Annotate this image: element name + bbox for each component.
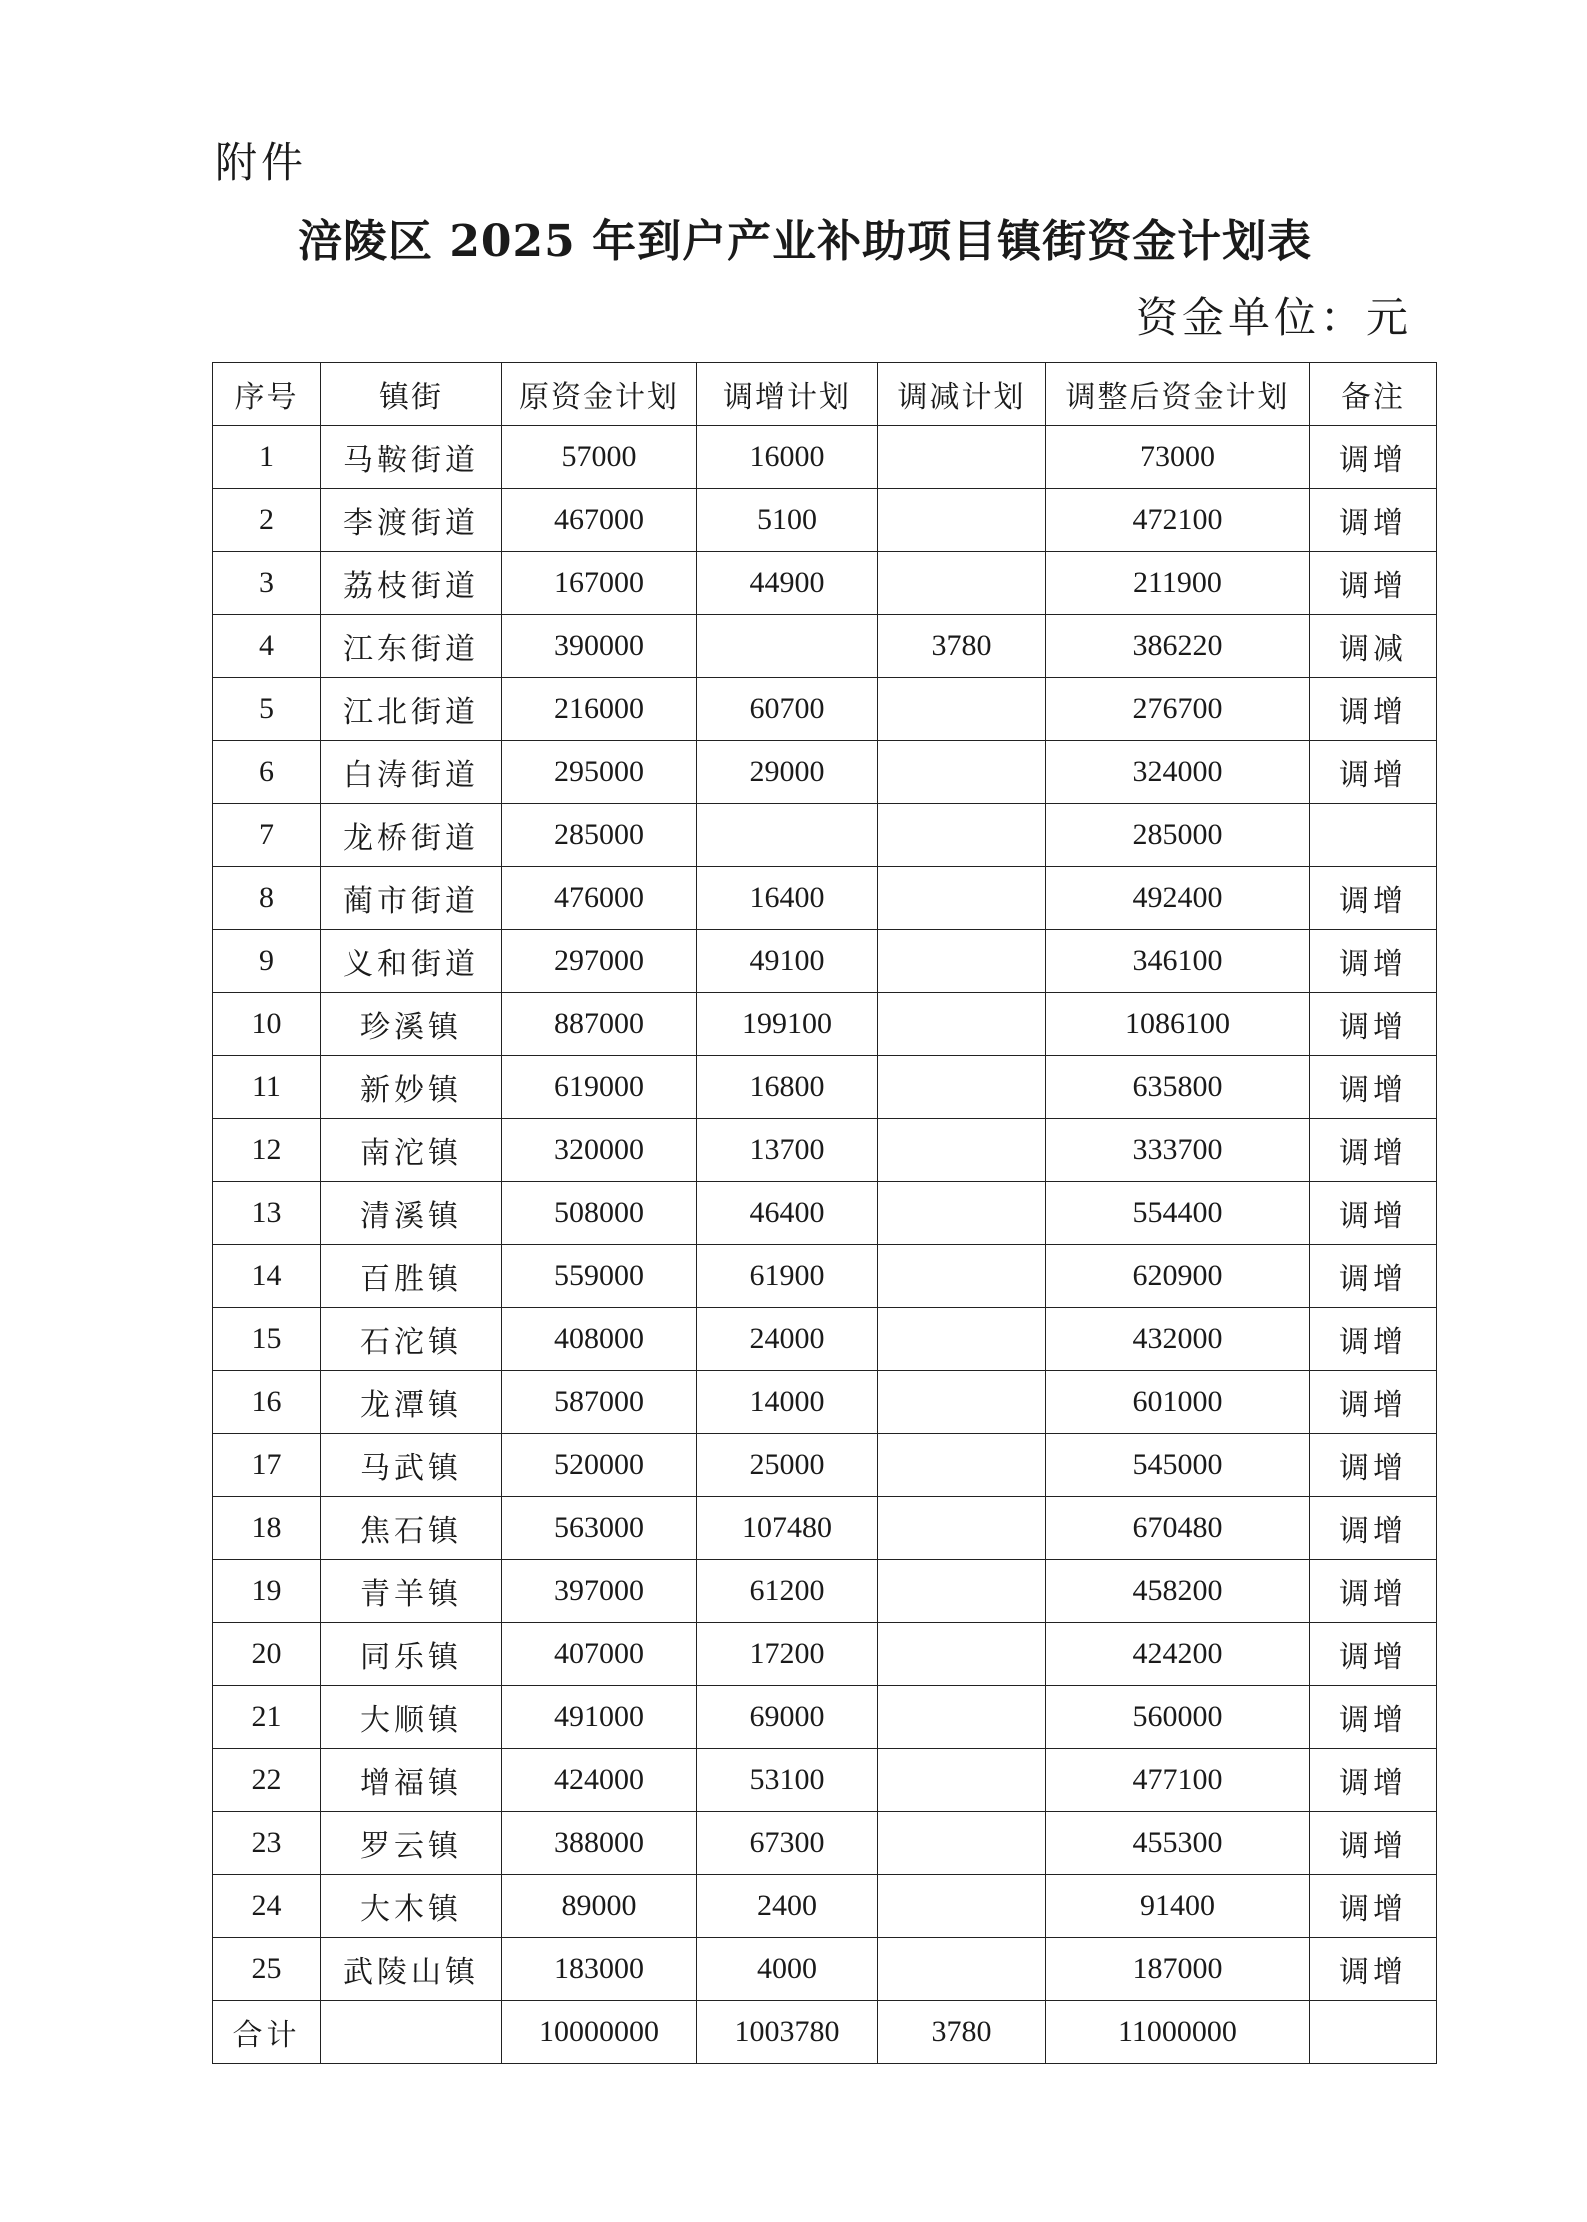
cell-town: 李渡街道: [321, 489, 502, 552]
cell-town: 武陵山镇: [321, 1938, 502, 2001]
cell-seq: 12: [213, 1119, 321, 1182]
cell-original-plan: 520000: [502, 1434, 697, 1497]
cell-town: 马鞍街道: [321, 426, 502, 489]
fund-plan-table: [212, 362, 1437, 2064]
cell-adjusted-plan: 324000: [1046, 741, 1310, 804]
cell-decrease-plan: [878, 1623, 1046, 1686]
cell-decrease-plan: [878, 1749, 1046, 1812]
cell-original-plan: 390000: [502, 615, 697, 678]
cell-remark: [1310, 2001, 1437, 2064]
cell-increase-plan: 1003780: [697, 2001, 878, 2064]
cell-remark: 调增: [1310, 489, 1437, 552]
document-title: 涪陵区 2025 年到户产业补助项目镇街资金计划表: [298, 216, 1313, 267]
cell-adjusted-plan: 333700: [1046, 1119, 1310, 1182]
cell-town: 百胜镇: [321, 1245, 502, 1308]
cell-adjusted-plan: 346100: [1046, 930, 1310, 993]
table-row: [213, 678, 1437, 741]
cell-decrease-plan: 3780: [878, 615, 1046, 678]
cell-town: [321, 2001, 502, 2064]
table-row: [213, 1497, 1437, 1560]
table-row: [213, 1686, 1437, 1749]
cell-original-plan: 89000: [502, 1875, 697, 1938]
cell-town: 荔枝街道: [321, 552, 502, 615]
cell-adjusted-plan: 458200: [1046, 1560, 1310, 1623]
cell-seq: 9: [213, 930, 321, 993]
cell-seq: 4: [213, 615, 321, 678]
cell-seq: 24: [213, 1875, 321, 1938]
table-row: [213, 1938, 1437, 2001]
cell-adjusted-plan: 91400: [1046, 1875, 1310, 1938]
cell-adjusted-plan: 554400: [1046, 1182, 1310, 1245]
cell-increase-plan: 199100: [697, 993, 878, 1056]
cell-adjusted-plan: 620900: [1046, 1245, 1310, 1308]
cell-increase-plan: 2400: [697, 1875, 878, 1938]
cell-adjusted-plan: 11000000: [1046, 2001, 1310, 2064]
cell-increase-plan: 46400: [697, 1182, 878, 1245]
cell-decrease-plan: [878, 1812, 1046, 1875]
cell-original-plan: 183000: [502, 1938, 697, 2001]
header-remark: 备注: [1310, 363, 1437, 426]
cell-increase-plan: 16400: [697, 867, 878, 930]
table-row: [213, 1560, 1437, 1623]
cell-increase-plan: 107480: [697, 1497, 878, 1560]
cell-decrease-plan: [878, 867, 1046, 930]
cell-decrease-plan: [878, 552, 1046, 615]
cell-original-plan: 216000: [502, 678, 697, 741]
cell-seq: 1: [213, 426, 321, 489]
cell-town: 马武镇: [321, 1434, 502, 1497]
cell-seq: 19: [213, 1560, 321, 1623]
table-row: [213, 1875, 1437, 1938]
cell-decrease-plan: [878, 678, 1046, 741]
cell-original-plan: 476000: [502, 867, 697, 930]
cell-decrease-plan: 3780: [878, 2001, 1046, 2064]
cell-remark: 调增: [1310, 1182, 1437, 1245]
cell-seq: 21: [213, 1686, 321, 1749]
cell-original-plan: 491000: [502, 1686, 697, 1749]
cell-seq: 11: [213, 1056, 321, 1119]
table-header-row: [213, 363, 1437, 426]
table-row: [213, 426, 1437, 489]
cell-decrease-plan: [878, 930, 1046, 993]
cell-adjusted-plan: 187000: [1046, 1938, 1310, 2001]
cell-increase-plan: 16000: [697, 426, 878, 489]
cell-increase-plan: [697, 804, 878, 867]
cell-decrease-plan: [878, 1182, 1046, 1245]
cell-town: 龙潭镇: [321, 1371, 502, 1434]
cell-town: 珍溪镇: [321, 993, 502, 1056]
cell-seq: 13: [213, 1182, 321, 1245]
cell-town: 青羊镇: [321, 1560, 502, 1623]
cell-adjusted-plan: 560000: [1046, 1686, 1310, 1749]
table-row: [213, 1749, 1437, 1812]
cell-seq: 20: [213, 1623, 321, 1686]
cell-town: 新妙镇: [321, 1056, 502, 1119]
cell-seq: 23: [213, 1812, 321, 1875]
table-row: [213, 1119, 1437, 1182]
cell-remark: 调增: [1310, 1056, 1437, 1119]
cell-seq: 3: [213, 552, 321, 615]
table-row: [213, 1434, 1437, 1497]
cell-remark: 调增: [1310, 678, 1437, 741]
cell-increase-plan: 69000: [697, 1686, 878, 1749]
cell-town: 同乐镇: [321, 1623, 502, 1686]
cell-town: 增福镇: [321, 1749, 502, 1812]
cell-decrease-plan: [878, 1308, 1046, 1371]
cell-adjusted-plan: 1086100: [1046, 993, 1310, 1056]
cell-decrease-plan: [878, 741, 1046, 804]
cell-remark: 调增: [1310, 552, 1437, 615]
cell-seq: 6: [213, 741, 321, 804]
cell-original-plan: 587000: [502, 1371, 697, 1434]
header-original-plan: 原资金计划: [502, 363, 697, 426]
header-increase-plan: 调增计划: [697, 363, 878, 426]
cell-decrease-plan: [878, 1560, 1046, 1623]
cell-remark: 调减: [1310, 615, 1437, 678]
cell-town: 石沱镇: [321, 1308, 502, 1371]
cell-adjusted-plan: 211900: [1046, 552, 1310, 615]
cell-adjusted-plan: 477100: [1046, 1749, 1310, 1812]
table-row: [213, 1245, 1437, 1308]
cell-town: 江东街道: [321, 615, 502, 678]
cell-remark: 调增: [1310, 867, 1437, 930]
cell-remark: 调增: [1310, 1371, 1437, 1434]
cell-town: 白涛街道: [321, 741, 502, 804]
cell-original-plan: 619000: [502, 1056, 697, 1119]
table-row: [213, 1371, 1437, 1434]
cell-adjusted-plan: 285000: [1046, 804, 1310, 867]
attachment-label: 附件: [215, 138, 308, 187]
table-row: [213, 930, 1437, 993]
cell-increase-plan: 53100: [697, 1749, 878, 1812]
cell-remark: 调增: [1310, 741, 1437, 804]
cell-original-plan: 297000: [502, 930, 697, 993]
cell-original-plan: 320000: [502, 1119, 697, 1182]
cell-increase-plan: 49100: [697, 930, 878, 993]
cell-decrease-plan: [878, 489, 1046, 552]
table-row: [213, 1182, 1437, 1245]
cell-town: 清溪镇: [321, 1182, 502, 1245]
cell-decrease-plan: [878, 1938, 1046, 2001]
cell-remark: 调增: [1310, 993, 1437, 1056]
cell-adjusted-plan: 472100: [1046, 489, 1310, 552]
table-row: [213, 1308, 1437, 1371]
cell-original-plan: 397000: [502, 1560, 697, 1623]
cell-original-plan: 407000: [502, 1623, 697, 1686]
cell-decrease-plan: [878, 993, 1046, 1056]
table-row: [213, 1056, 1437, 1119]
cell-town: 南沱镇: [321, 1119, 502, 1182]
cell-increase-plan: 25000: [697, 1434, 878, 1497]
cell-increase-plan: 61900: [697, 1245, 878, 1308]
cell-increase-plan: 67300: [697, 1812, 878, 1875]
cell-adjusted-plan: 601000: [1046, 1371, 1310, 1434]
cell-original-plan: 295000: [502, 741, 697, 804]
header-town: 镇街: [321, 363, 502, 426]
cell-adjusted-plan: 545000: [1046, 1434, 1310, 1497]
cell-remark: 调增: [1310, 1749, 1437, 1812]
cell-remark: 调增: [1310, 1434, 1437, 1497]
cell-town: 大顺镇: [321, 1686, 502, 1749]
cell-adjusted-plan: 73000: [1046, 426, 1310, 489]
cell-seq: 16: [213, 1371, 321, 1434]
cell-decrease-plan: [878, 1686, 1046, 1749]
cell-remark: 调增: [1310, 1308, 1437, 1371]
cell-decrease-plan: [878, 1875, 1046, 1938]
cell-adjusted-plan: 424200: [1046, 1623, 1310, 1686]
header-decrease-plan: 调减计划: [878, 363, 1046, 426]
cell-increase-plan: [697, 615, 878, 678]
cell-remark: 调增: [1310, 426, 1437, 489]
table-row: [213, 489, 1437, 552]
cell-remark: 调增: [1310, 1623, 1437, 1686]
cell-remark: 调增: [1310, 930, 1437, 993]
cell-original-plan: 508000: [502, 1182, 697, 1245]
cell-decrease-plan: [878, 804, 1046, 867]
cell-town: 罗云镇: [321, 1812, 502, 1875]
header-seq: 序号: [213, 363, 321, 426]
header-adjusted-plan: 调整后资金计划: [1046, 363, 1310, 426]
cell-decrease-plan: [878, 1056, 1046, 1119]
cell-increase-plan: 29000: [697, 741, 878, 804]
cell-seq: 18: [213, 1497, 321, 1560]
cell-remark: 调增: [1310, 1119, 1437, 1182]
cell-decrease-plan: [878, 1371, 1046, 1434]
table-total-row: [213, 2001, 1437, 2064]
table-row: [213, 993, 1437, 1056]
cell-original-plan: 467000: [502, 489, 697, 552]
cell-original-plan: 10000000: [502, 2001, 697, 2064]
cell-adjusted-plan: 455300: [1046, 1812, 1310, 1875]
unit-note: 资金单位：元: [1135, 293, 1412, 342]
cell-original-plan: 424000: [502, 1749, 697, 1812]
cell-original-plan: 408000: [502, 1308, 697, 1371]
cell-remark: 调增: [1310, 1938, 1437, 2001]
cell-increase-plan: 17200: [697, 1623, 878, 1686]
cell-original-plan: 57000: [502, 426, 697, 489]
cell-increase-plan: 13700: [697, 1119, 878, 1182]
cell-original-plan: 388000: [502, 1812, 697, 1875]
cell-increase-plan: 44900: [697, 552, 878, 615]
table-row: [213, 1812, 1437, 1875]
cell-decrease-plan: [878, 1497, 1046, 1560]
cell-seq: 7: [213, 804, 321, 867]
cell-seq: 25: [213, 1938, 321, 2001]
table-row: [213, 615, 1437, 678]
cell-decrease-plan: [878, 426, 1046, 489]
cell-seq: 5: [213, 678, 321, 741]
table-row: [213, 741, 1437, 804]
cell-remark: 调增: [1310, 1875, 1437, 1938]
cell-adjusted-plan: 432000: [1046, 1308, 1310, 1371]
cell-adjusted-plan: 276700: [1046, 678, 1310, 741]
cell-remark: 调增: [1310, 1560, 1437, 1623]
table-row: [213, 804, 1437, 867]
cell-original-plan: 167000: [502, 552, 697, 615]
cell-original-plan: 887000: [502, 993, 697, 1056]
cell-town: 江北街道: [321, 678, 502, 741]
cell-seq: 22: [213, 1749, 321, 1812]
cell-decrease-plan: [878, 1119, 1046, 1182]
cell-original-plan: 563000: [502, 1497, 697, 1560]
table-body: [213, 426, 1437, 2064]
cell-adjusted-plan: 386220: [1046, 615, 1310, 678]
cell-seq: 8: [213, 867, 321, 930]
cell-seq: 15: [213, 1308, 321, 1371]
table-row: [213, 552, 1437, 615]
cell-adjusted-plan: 670480: [1046, 1497, 1310, 1560]
cell-seq: 合计: [213, 2001, 321, 2064]
table-row: [213, 867, 1437, 930]
cell-increase-plan: 24000: [697, 1308, 878, 1371]
cell-decrease-plan: [878, 1434, 1046, 1497]
cell-seq: 14: [213, 1245, 321, 1308]
cell-remark: 调增: [1310, 1245, 1437, 1308]
cell-seq: 2: [213, 489, 321, 552]
cell-increase-plan: 5100: [697, 489, 878, 552]
cell-town: 焦石镇: [321, 1497, 502, 1560]
cell-decrease-plan: [878, 1245, 1046, 1308]
cell-increase-plan: 60700: [697, 678, 878, 741]
cell-increase-plan: 61200: [697, 1560, 878, 1623]
cell-increase-plan: 16800: [697, 1056, 878, 1119]
cell-increase-plan: 4000: [697, 1938, 878, 2001]
cell-remark: [1310, 804, 1437, 867]
cell-seq: 17: [213, 1434, 321, 1497]
table-row: [213, 1623, 1437, 1686]
cell-town: 大木镇: [321, 1875, 502, 1938]
cell-original-plan: 285000: [502, 804, 697, 867]
cell-town: 龙桥街道: [321, 804, 502, 867]
cell-remark: 调增: [1310, 1686, 1437, 1749]
cell-town: 义和街道: [321, 930, 502, 993]
cell-original-plan: 559000: [502, 1245, 697, 1308]
cell-increase-plan: 14000: [697, 1371, 878, 1434]
cell-adjusted-plan: 635800: [1046, 1056, 1310, 1119]
cell-town: 蔺市街道: [321, 867, 502, 930]
cell-remark: 调增: [1310, 1497, 1437, 1560]
cell-adjusted-plan: 492400: [1046, 867, 1310, 930]
cell-remark: 调增: [1310, 1812, 1437, 1875]
cell-seq: 10: [213, 993, 321, 1056]
